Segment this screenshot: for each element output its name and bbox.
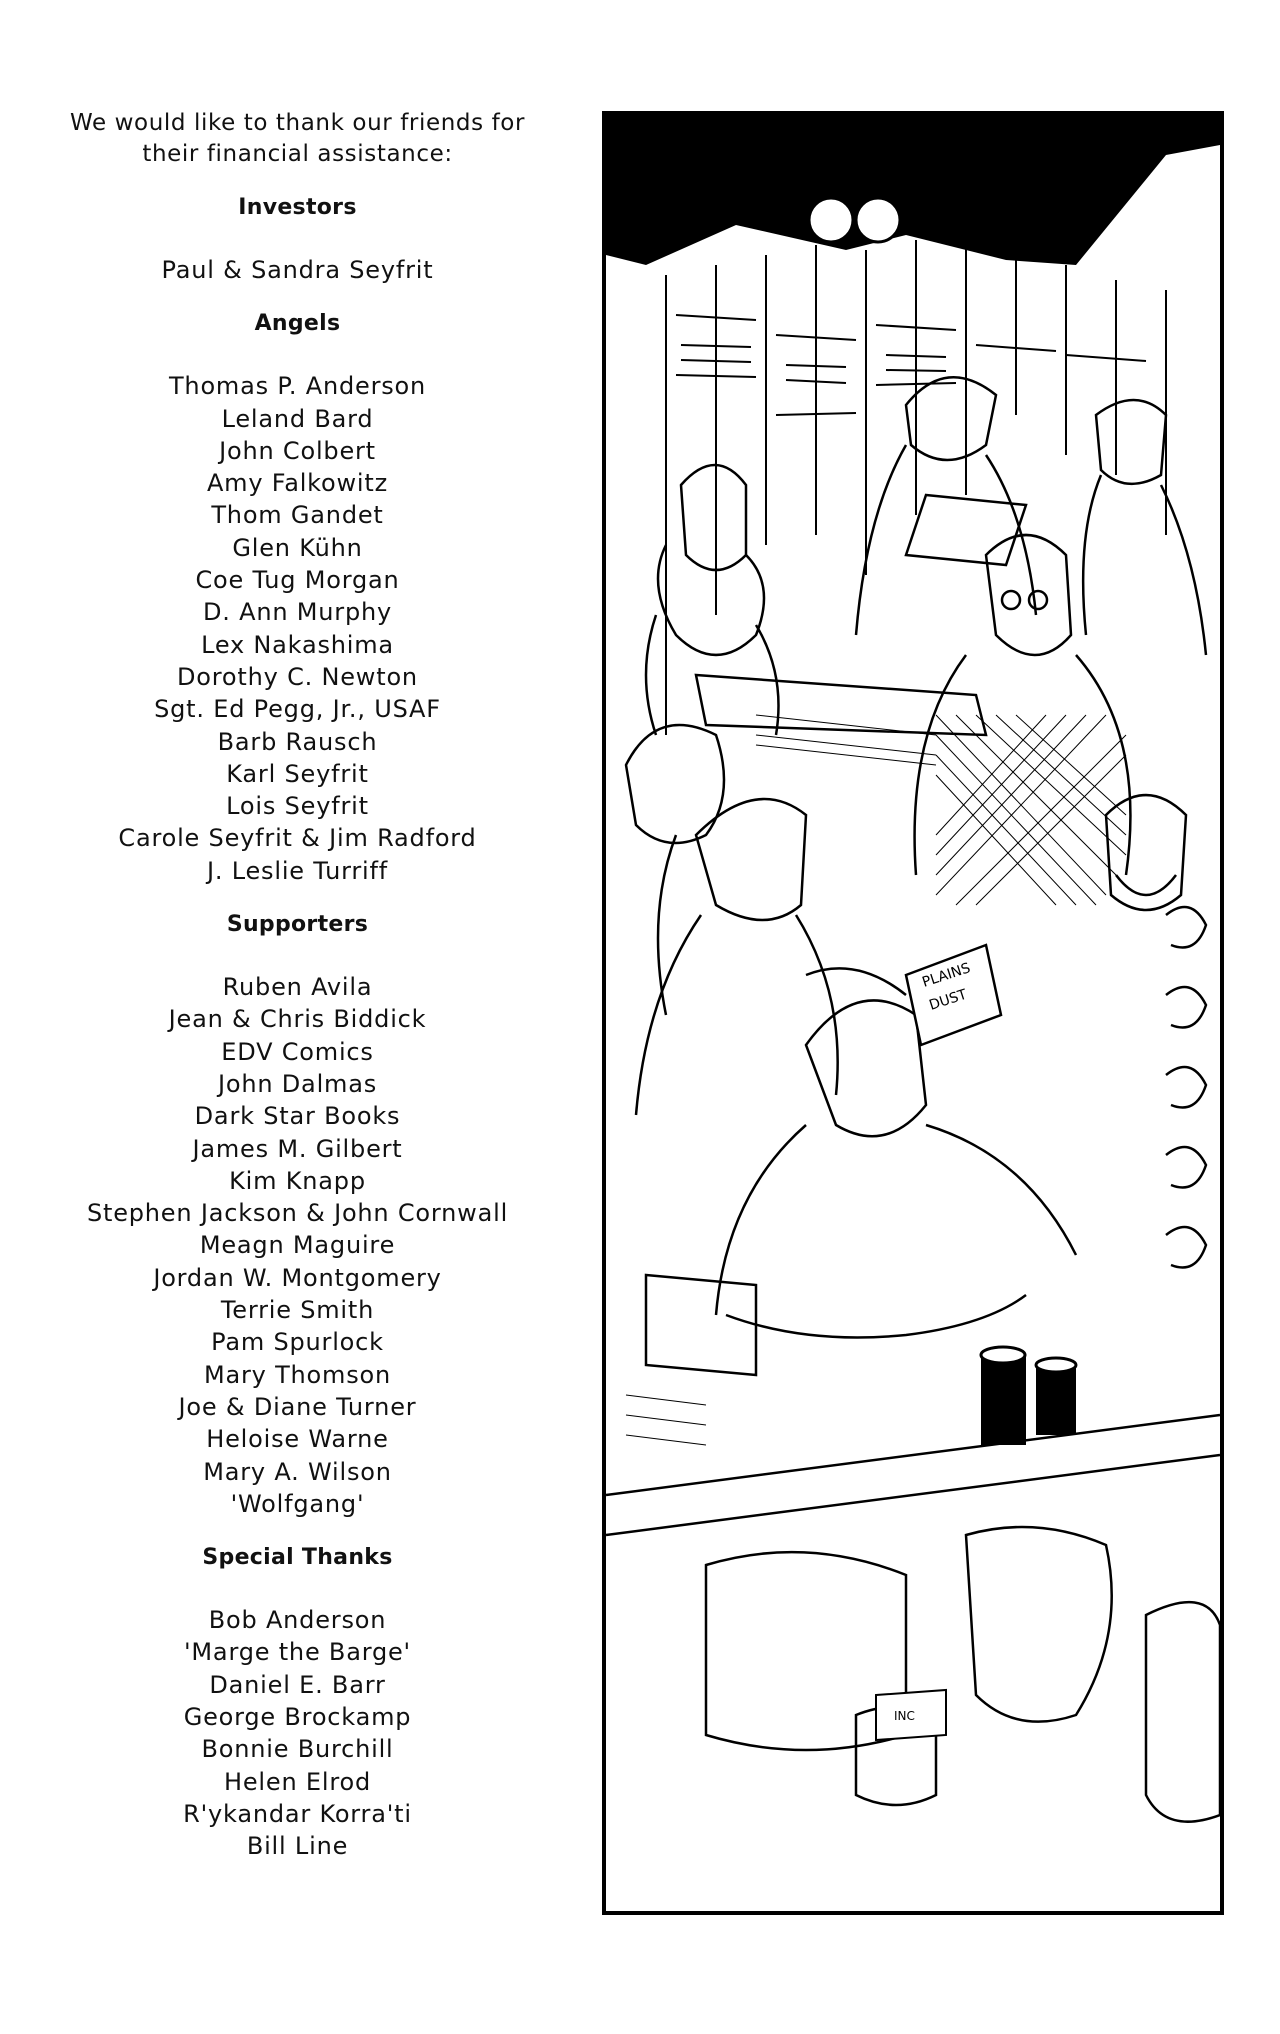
contributor-name: George Brockamp <box>183 1702 412 1731</box>
contributor-name: Thomas P. Anderson <box>168 372 427 401</box>
contributor-name: Thom Gandet <box>211 501 384 530</box>
intro-line-2: their financial assistance: <box>142 141 453 167</box>
contributor-name: Carole Seyfrit & Jim Radford <box>118 824 477 853</box>
contributor-name: Jordan W. Montgomery <box>153 1263 442 1292</box>
name-list <box>20 254 575 286</box>
contributor-name: EDV Comics <box>221 1037 374 1066</box>
contributor-name: R'ykandar Korra'ti <box>183 1799 412 1828</box>
contributor-name: John Dalmas <box>217 1069 378 1098</box>
section-title: Investors <box>238 195 357 220</box>
tin-can <box>876 1690 946 1740</box>
name-list <box>20 370 575 887</box>
illustration-svg <box>606 115 1220 1911</box>
contributor-name: Kim Knapp <box>229 1166 366 1195</box>
contributor-name: Leland Bard <box>221 404 374 433</box>
contributor-name: John Colbert <box>219 436 376 465</box>
sign-line-2: DUST <box>927 986 969 1014</box>
contributor-name: Terrie Smith <box>220 1296 375 1325</box>
contributor-name: Lois Seyfrit <box>226 792 369 821</box>
contributor-name: Heloise Warne <box>206 1425 389 1454</box>
contributor-name: Stephen Jackson & John Cornwall <box>86 1199 509 1228</box>
contributor-name: Bonnie Burchill <box>201 1735 394 1764</box>
contributor-name: Jean & Chris Biddick <box>168 1005 427 1034</box>
contributor-name: James M. Gilbert <box>192 1134 403 1163</box>
contributor-name: Pam Spurlock <box>211 1328 384 1357</box>
contributor-name: Lex Nakashima <box>201 630 394 659</box>
contributor-name: 'Marge the Barge' <box>184 1638 411 1667</box>
contributor-name: D. Ann Murphy <box>202 598 393 627</box>
contributor-name: J. Leslie Turriff <box>207 856 388 885</box>
contributor-name: Dorothy C. Newton <box>177 662 418 691</box>
contributor-name: Glen Kühn <box>232 533 363 562</box>
contributor-name: Barb Rausch <box>217 727 378 756</box>
contributor-name: Bill Line <box>246 1832 349 1861</box>
contributor-name: Bob Anderson <box>208 1606 387 1635</box>
contributor-name: Joe & Diane Turner <box>178 1392 417 1421</box>
credit-sections <box>20 192 575 1862</box>
section-title: Special Thanks <box>202 1545 393 1571</box>
contributor-name: Sgt. Ed Pegg, Jr., USAF <box>154 695 441 724</box>
contributor-name: Amy Falkowitz <box>206 469 389 498</box>
contributor-name: Meagn Maguire <box>199 1231 396 1260</box>
section-title: Supporters <box>226 912 369 938</box>
contributor-name: 'Wolfgang' <box>230 1489 365 1518</box>
credits-column <box>20 108 575 1874</box>
contributor-name: Dark Star Books <box>194 1102 401 1131</box>
contributor-name: Karl Seyfrit <box>226 759 369 788</box>
contributor-name: Coe Tug Morgan <box>195 566 400 595</box>
sign-line-1: PLAINS <box>920 960 973 991</box>
can-label: INC <box>894 1709 915 1723</box>
intro-line-1: We would like to thank our friends for <box>69 110 526 136</box>
contributor-name: Mary Thomson <box>203 1360 392 1389</box>
name-list <box>20 1604 575 1862</box>
comic-illustration <box>602 111 1224 1915</box>
contributor-name: Daniel E. Barr <box>209 1670 386 1699</box>
contributor-name: Paul & Sandra Seyfrit <box>161 256 434 284</box>
section-title: Angels <box>254 311 341 337</box>
contributor-name: Helen Elrod <box>224 1767 371 1796</box>
contributor-name: Ruben Avila <box>222 973 373 1002</box>
name-list <box>20 971 575 1520</box>
contributor-name: Mary A. Wilson <box>203 1457 392 1486</box>
